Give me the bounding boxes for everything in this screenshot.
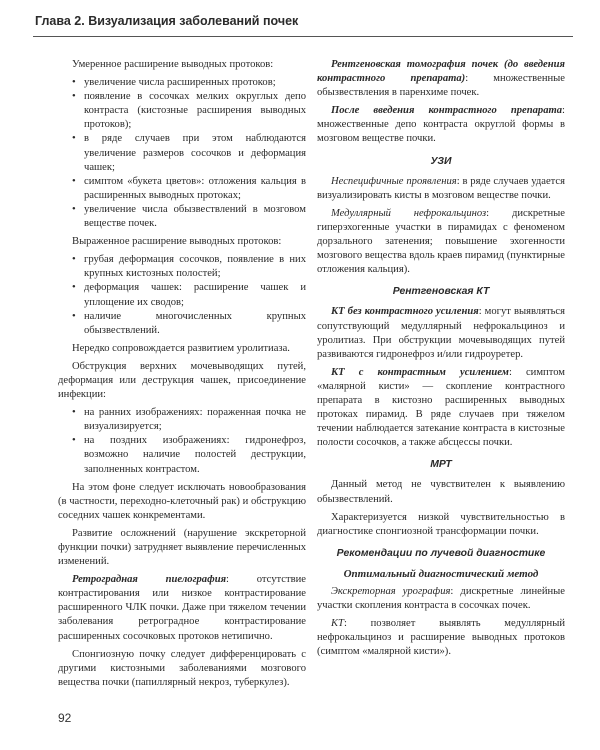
paragraph-mri-calcifications: Данный метод не чувствителен к выявлению обызвествлений. [317,479,565,505]
list-item: • в ряде случаев при этом наблюдаются увеличение размеров сосочков и деформация чашек; [72,132,306,174]
paragraph-excretory-urography: Экскреторная урография: дискретные линейные участки скопления контраста в сосочках почек. [317,586,565,612]
term-ct-with-contrast: КТ с контрастным усилением [331,366,509,378]
paragraph-severe-dilation: Выраженное расширение выводных протоков: [72,236,282,248]
paragraph-nephrocalcinosis: Медуллярный нефрокальциноз: дискретные гиперэхогенные участки в пирамидах с феноменом дорзального затенения; повышение эхогенности мозгового вещества вдоль краев пирамид (пунктирные отложения кальция). [317,207,565,276]
section-heading-mri: МРТ [430,459,452,471]
page-number: 92 [58,711,72,725]
left-column [58,58,306,694]
list-item: • появление в сосочках мелких округлых депо контраста (кистозные расширения выводных протоков); [72,90,306,132]
list-item: • наличие многочисленных крупных обызвествлений. [72,310,306,338]
term-nonspecific: Неспецифичные проявления [331,175,457,187]
list-item: • увеличение числа расширенных протоков; [72,76,306,90]
paragraph-complications: Развитие осложнений (нарушение экскреторной функции почки) затрудняет выявление перечисленных изменений. [58,527,306,568]
chapter-title: Глава 2. Визуализация заболеваний почек [35,14,299,28]
list-item: • на ранних изображениях: пораженная почка не визуализируется; [72,406,306,434]
term-ct-without-contrast: КТ без контрастного усиления [331,306,479,318]
paragraph-ct-without-contrast: КТ без контрастного усиления: могут выявляться сопутствующий медуллярный нефрокальциноз и уролитиаз. При обструкции мочевыводящих путей развиваются гидронефроз и/или гидроуретер. [317,306,565,360]
term-excretory-urography: Экскреторная урография [331,586,451,597]
paragraph-exclusion: На этом фоне следует исключать новообразования (в частности, переходно-клеточный рак) и обструкцию соседних чашек конкрементами. [58,481,306,521]
list-severe-signs [58,253,306,338]
paragraph-nonspecific: Неспецифичные проявления: в ряде случаев удается визуализировать кисты в мозговом веществе почки. [317,175,566,201]
paragraph-obstruction: Обструкция верхних мочевыводящих путей, деформация или деструкция чашек, присоединение инфекции: [58,360,306,401]
paragraph-after-contrast: После введения контрастного препарата: множественные депо контраста округлой формы в мозговом веществе почки. [317,105,565,145]
term-nephrocalcinosis: Медуллярный нефрокальциноз [331,207,487,219]
paragraph-retrograde-pyelography: Ретроградная пиелография: отсутствие контрастирования или низкое контрастирование расширенного ЧЛК почки. Даже при тяжелом течении заболевания ретроградное контрастирование расширенных сосочковых протоков нетипично. [58,574,306,642]
paragraph-mri-sensitivity: Характеризуется низкой чувствительностью в диагностике спонгиозной трансформации почки. [317,511,565,537]
term-retrograde-pyelography: Ретроградная пиелография [72,574,227,586]
paragraph-ct-detection: КТ: позволяет выявлять медуллярный нефрокальциноз и расширение выводных протоков (симптом «малярной кисти»). [317,618,565,658]
term-xray-tomography: Рентгеновская томография почек (до введения контрастного препарата) [317,59,565,85]
subheading-optimal-method: Оптимальный диагностический метод [343,567,539,580]
list-moderate-signs [58,76,306,231]
list-item: • симптом «букета цветов»: отложения кальция в расширенных выводных протоках; [72,175,306,203]
list-item: • на поздних изображениях: гидронефроз, возможно наличие полостей деструкции, заполненных контрастом. [72,434,306,476]
paragraph-urolithiasis: Нередко сопровождается развитием уролитиаза. [72,342,290,354]
paragraph-moderate-dilation: Умеренное расширение выводных протоков: [72,59,274,70]
list-obstruction-signs [58,406,306,476]
list-item: • деформация чашек: расширение чашек и уплощение их сводов; [72,281,306,309]
list-item: • грубая деформация сосочков, появление в них крупных кистозных полостей; [72,253,306,281]
list-item: • увеличение числа обызвествлений в мозговом веществе почек. [72,203,306,231]
paragraph-xray-tomography: Рентгеновская томография почек (до введения контрастного препарата): множественные обызвествления в паренхиме почек. [317,59,565,99]
running-header [33,8,573,37]
section-heading-ct: Рентгеновская КТ [392,286,490,298]
section-heading-uzi: УЗИ [430,155,452,167]
section-heading-recommendations: Рекомендации по лучевой диагностике [336,547,546,559]
paragraph-differential: Спонгиозную почку следует дифференцировать с другими кистозными заболеваниями мозгового вещества почки (папиллярный некроз, туберкулез). [58,648,306,688]
paragraph-ct-with-contrast: КТ с контрастным усилением: симптом «малярной кисти» — скопление контрастного препарата в кистозно расширенных выводных протоках пирамид. В ряде случаев при тяжелом течении наблюдается затекание контраста в кистозные полости сосочков, а также абсцессы почки. [317,366,565,449]
right-column [317,58,565,663]
term-ct: КТ [331,618,344,630]
term-after-contrast: После введения контрастного препарата [331,105,563,117]
